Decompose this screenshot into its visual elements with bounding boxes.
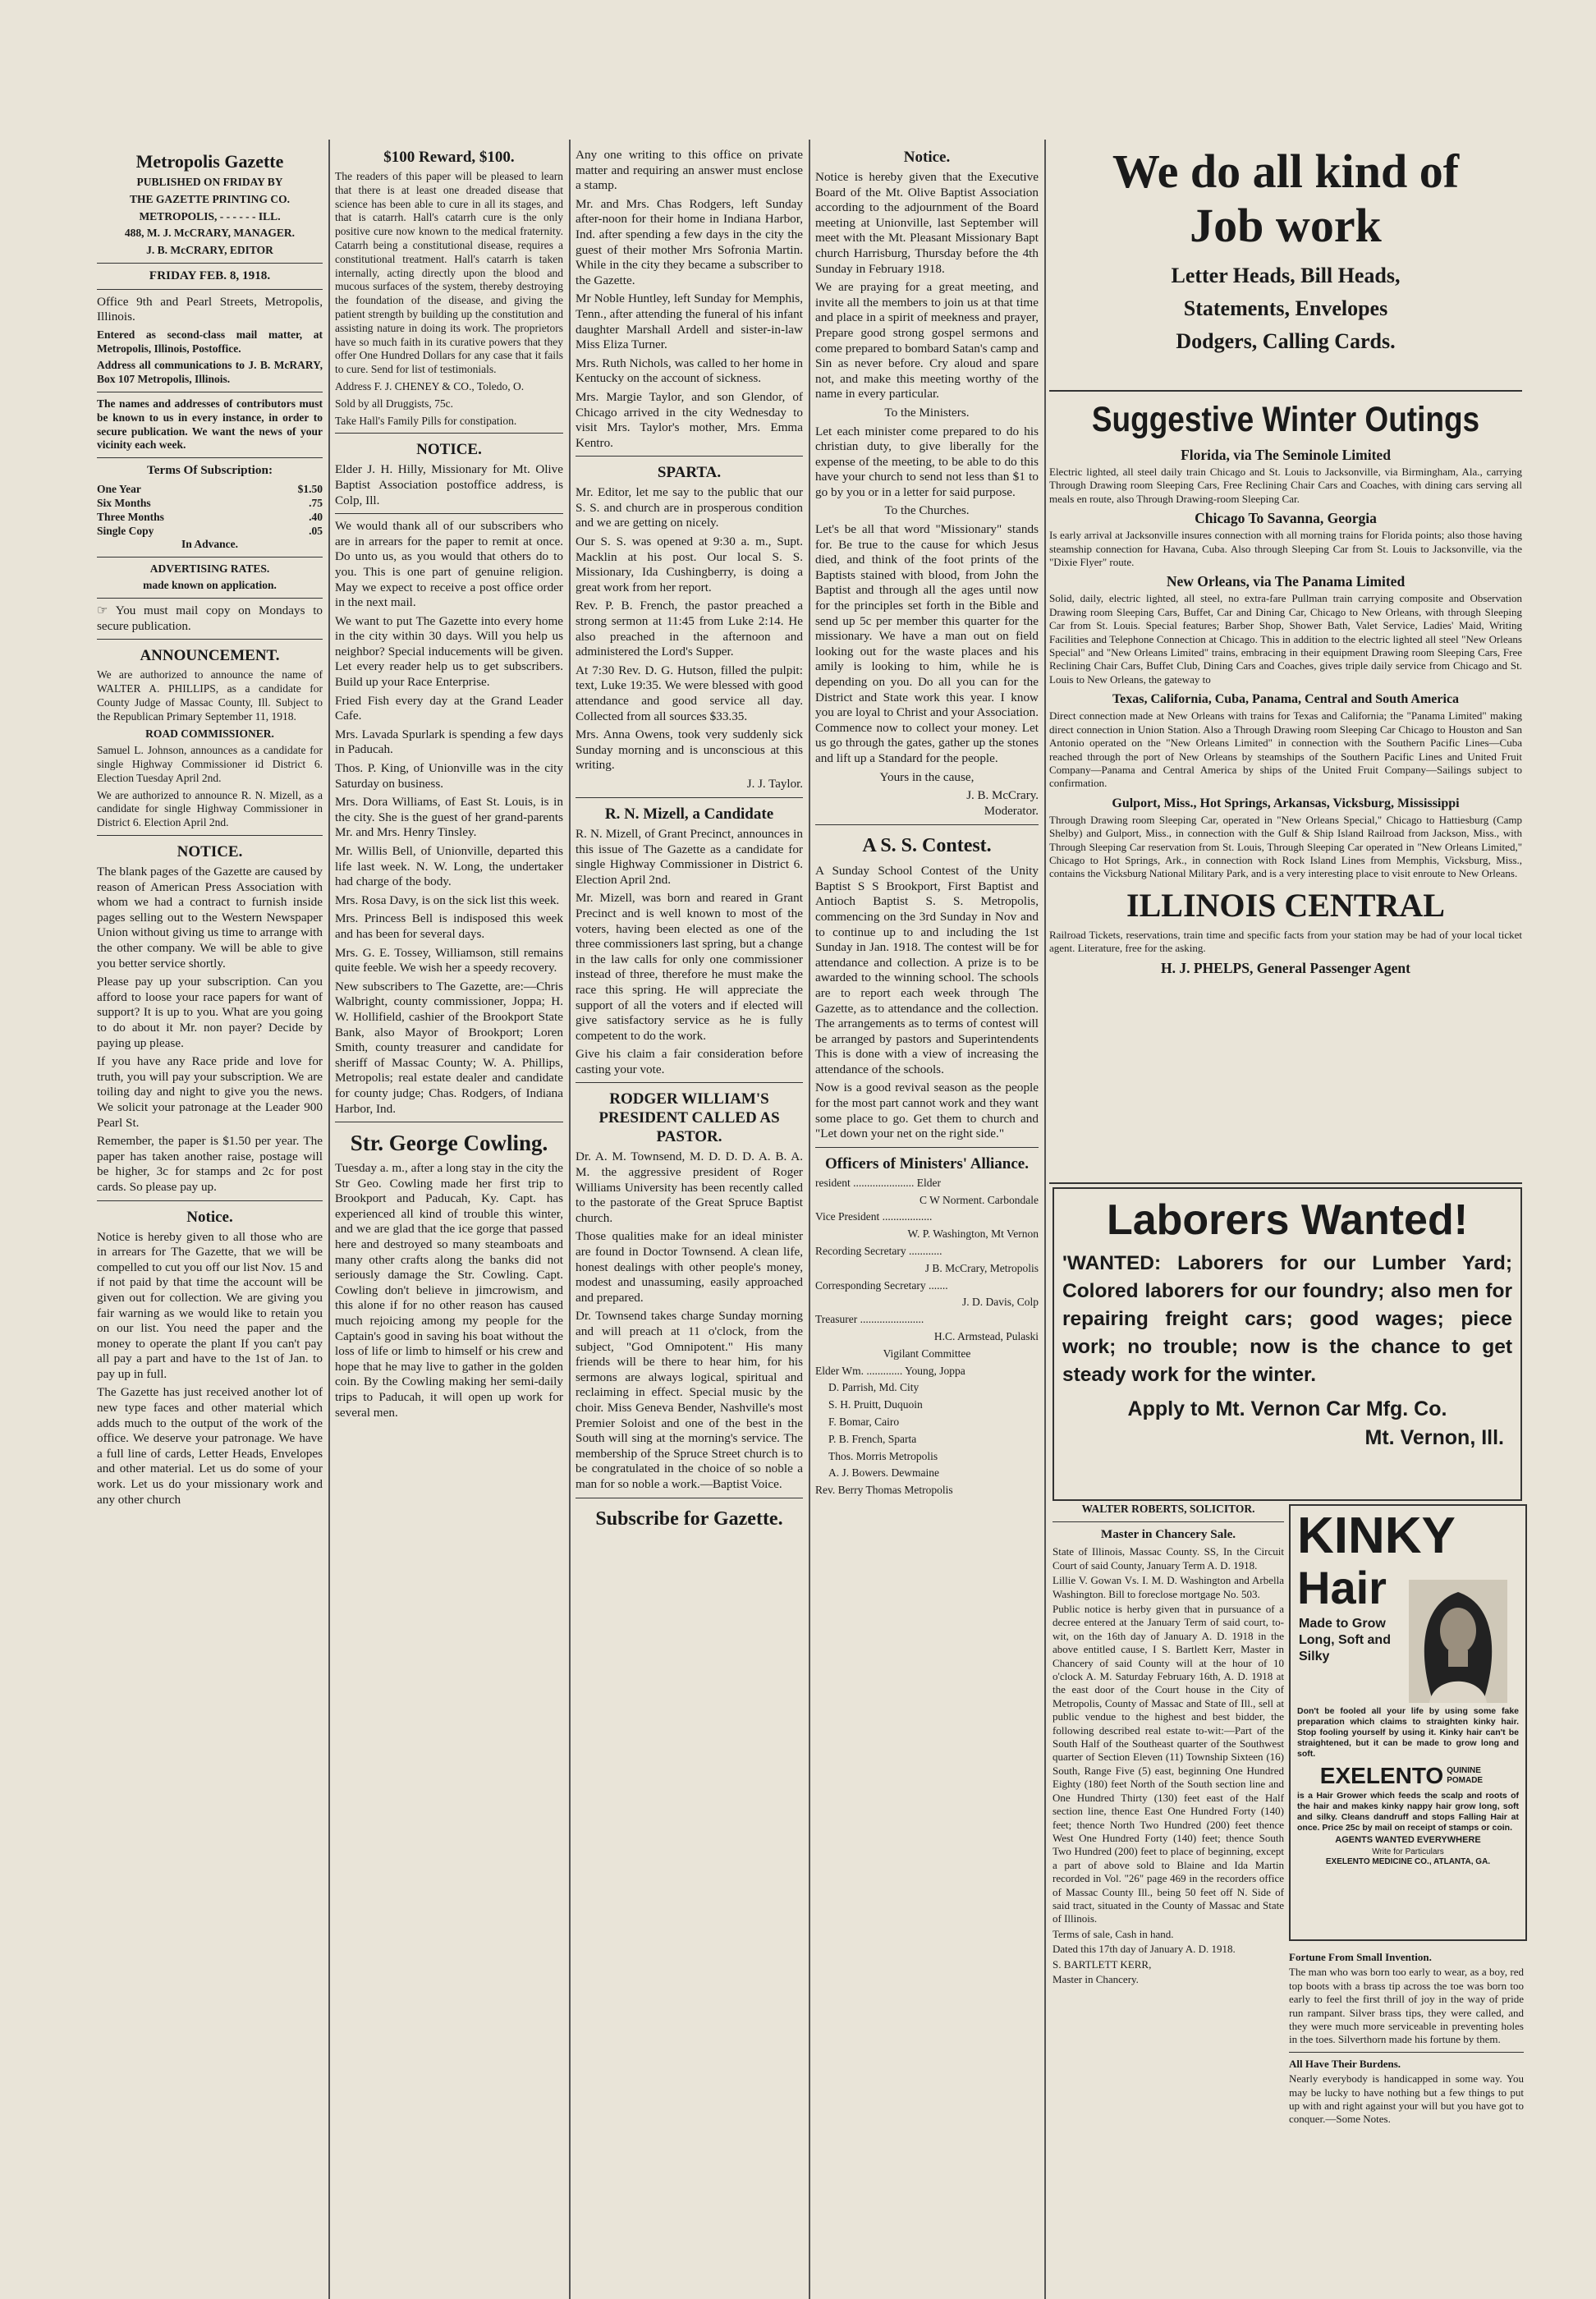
notice-body: Let each minister come prepared to do his christian duty, to give liberally for the expense of the meeting, to be able to do this have your church to send not less than $1 to go by you or in a letter for said purpose.	[815, 424, 1039, 499]
officer-entry: Recording Secretary ............	[815, 1245, 942, 1258]
reward-pills: Take Hall's Family Pills for constipation.	[335, 414, 517, 427]
divider	[97, 835, 323, 836]
cowling-body: Tuesday a. m., after a long stay in the city the Str Geo. Cowling made her first trip to Brookport and Paducah, Ky. Capt. has experienced all kind of trouble this winter, and we are glad that the ice gorge that passed here and destroyed so many steamboats and many other crafts along the banks did not seriously damage the Str. Cowling. Capt. Cowling don't believe in jimcrowism, and this alone if for no other reason has caused much rejoicing among my people for the Captain's good in saving his boat without the loss of life or limb to himself or his crew and hope that he may live to gather in the golden coin. By the Cowling making her semi-daily trips to Paducah, it will open up work for several men.	[335, 1161, 563, 1420]
job-ad-line4: Statements, Envelopes	[1183, 296, 1388, 320]
notice-title: Notice.	[903, 149, 951, 166]
masthead-line: THE GAZETTE PRINTING CO.	[129, 192, 291, 205]
kinky-title: KINKY	[1297, 1507, 1456, 1564]
officer-entry: Rev. Berry Thomas Metropolis	[815, 1484, 953, 1497]
reward-sold: Sold by all Druggists, 75c.	[335, 397, 453, 410]
sparta-body: Mr. Editor, let me say to the public that our S. S. and church are in prosperous condition and we are getting on nicely.	[576, 485, 803, 530]
divider	[335, 513, 563, 514]
column-rule	[328, 140, 330, 2299]
williams-body: Those qualities make for an ideal minister are found in Doctor Townsend. A clean life, honest dealings with other people's money, modest and unassuming, easily approached and prepared.	[576, 1229, 803, 1305]
notice-signature: J. B. McCrary.	[966, 789, 1039, 803]
local-item: Mr. and Mrs. Chas Rodgers, left Sunday after-noon for their home in Indiana Harbor, Ind. after spending a few days in the city the guest of their mother Mrs Sofronia Martin. While in the city they became a subscriber to the Gazette.	[576, 196, 803, 287]
terms-row	[97, 482, 323, 496]
officer-entry: F. Bomar, Cairo	[828, 1416, 900, 1428]
exelento-brand: EXELENTO	[1319, 1763, 1444, 1788]
officer-entry: C W Norment. Carbondale	[920, 1193, 1039, 1206]
divider	[97, 1200, 323, 1201]
williams-title: RODGER WILLIAM'S PRESIDENT CALLED AS PASTOR.	[598, 1090, 780, 1146]
announcement-body: Samuel L. Johnson, announces as a candidate for single Highway Commissioner id District 6. Election Tuesday April 2nd.	[97, 744, 323, 784]
column-rule	[809, 140, 810, 2299]
outings-section-head: New Orleans, via The Panama Limited	[1166, 573, 1406, 590]
officer-entry: resident ...................... Elder	[815, 1176, 941, 1189]
terms-row	[97, 524, 323, 538]
kinky-hair-ad	[1289, 1504, 1527, 1941]
notice-title: NOTICE.	[177, 843, 243, 861]
divider	[815, 824, 1039, 825]
terms-price: .05	[309, 524, 323, 537]
local-item: Fried Fish every day at the Grand Leader Cafe.	[335, 693, 563, 723]
officer-entry: S. H. Pruitt, Duquoin	[828, 1398, 923, 1411]
announcement-body: We are authorized to announce the name of WALTER A. PHILLIPS, as a candidate for County Judge of Massac County, Ill. Subject to the Republican Primary September 11, 1918.	[97, 668, 323, 723]
williams-body: Dr. Townsend takes charge Sunday morning and will preach at 11 o'clock, from the subject, "God Omnipotent." His many friends will be there to hear him, for his sermons are always logical, spiritual and reclaiming in effect. Special music by the choir. Miss Geneva Bender, Nashville's most Premier Soloist and one of the best in the South will sing at the morning's service. The membership of the Spruce Street church is to be congratulated in the choice of so noble a man for so noble a work.—Baptist Voice.	[576, 1309, 803, 1491]
notice-body: Notice is hereby given to all those who are in arrears for The Gazette, that we will be compelled to cut you off our list Nov. 15 and if not paid by that time the account will be given out for collection. We are giving you fair warning as we would like to retain you on our list. You need the paper and the money to operate the plant If you can't pay all pay a part and have to the 1st of Jan. to pay up in full.	[97, 1229, 323, 1381]
laborers-apply: Apply to Mt. Vernon Car Mfg. Co.	[1127, 1397, 1447, 1420]
copy-note-text: You must mail copy on Mondays to secure publication.	[97, 603, 323, 633]
outings-section-body: Direct connection made at New Orleans with trains for Texas and California; the "Panama Limited" making direct connection in Union Station. Also a Through Drawing room Sleeping Car Chicago to Houston and San Antonio operated on the "New Orleans Limited" in connection with the Southern Pacific Lines—Cuba reached through the port of New Orleans by steamships of the Southern Pacific Lines and United Fruit Company—Panama and Central America by ships of the United Fruit Company—Sailings subject to confirmation.	[1049, 709, 1522, 790]
local-item: Thos. P. King, of Unionville was in the city Saturday on business.	[335, 761, 563, 791]
burdens-title: All Have Their Burdens.	[1289, 2057, 1401, 2070]
job-ad-line3: Letter Heads, Bill Heads,	[1171, 264, 1401, 287]
outings-section-body: Solid, daily, electric lighted, all steel, no extra-fare Pullman train carrying composite and Observation Drawing room Sleeping Cars, Buffet, Car and Dining Car, Chicago to New Orleans, with through Sleeping Car from St. Louis. Special features; Barber Shop, Shower Bath, Valet Service, Ladies' Maid, Writing Facilities and Telephone Connection at Chicago. This in addition to the electric lighted all steel "New Orleans Special" and "New Orleans Limited" trains, embracing in their equipment Drawing room Sleeping Cars, Free Reclining Chair Cars, Buffet Club, Dining Cars and Coaches, gives triple daily service from Chicago and St. Louis to New Orleans, the gateway to	[1049, 592, 1522, 686]
kinky-agents: AGENTS WANTED EVERYWHERE	[1335, 1835, 1481, 1845]
officer-entry: Elder Wm. ............. Young, Joppa	[815, 1364, 965, 1377]
pointing-hand-icon: ☞	[97, 603, 108, 618]
column-3	[576, 148, 803, 2274]
notice-body: Remember, the paper is $1.50 per year. The paper has taken another raise, postage will be higher, 3c for stamps and 2c for post cards. So please pay up.	[97, 1134, 323, 1194]
divider	[97, 263, 323, 264]
kinky-ad-row	[1296, 1613, 1520, 1703]
announcement-title: ANNOUNCEMENT.	[140, 647, 280, 665]
outings-agent: H. J. PHELPS, General Passenger Agent	[1161, 959, 1410, 976]
chancery-body: Lillie V. Gowan Vs. I. M. D. Washington and Arbella Washington. Bill to foreclose mortgage No. 503.	[1053, 1574, 1284, 1600]
kinky-body-2: is a Hair Grower which feeds the scalp and roots of the hair and makes kinky nappy hair grow long, soft and silky. Cleans dandruff and stops Falling Hair at once. Price 25c by mail on receipt of stamps or coin.	[1297, 1791, 1519, 1833]
divider	[97, 289, 323, 290]
road-commissioner-head: ROAD COMMISSIONER.	[145, 727, 274, 740]
notice-body: Let's be all that word "Missionary" stands for. Be true to the cause for which Jesus died, and think of the foot prints of the Baptists stained with blood, from John the Baptist and through all the ages until now for the principles set forth in the Bible and send up 5c per member this quarter for the missionary. We have a man out on field looking out for the waste places and his amily is looking to him, while he is depending on you. Do all you can for the District and State work this year. I know you are loyal to Christ and your Association. Commence now to collect your money. Let us go through the gates, gather up the stones and lift up a Standard for the people.	[815, 522, 1039, 765]
officer-entry: Treasurer .......................	[815, 1313, 924, 1326]
terms-price: $1.50	[297, 482, 323, 495]
ad-divider	[1049, 1182, 1522, 1184]
divider	[335, 433, 563, 434]
chancery-signature: S. BARTLETT KERR,	[1053, 1957, 1152, 1971]
divider	[815, 1147, 1039, 1148]
officer-entry: Thos. Morris Metropolis	[828, 1449, 938, 1462]
column-rule	[569, 140, 571, 2299]
announcement-body: We are authorized to announce R. N. Mizell, as a candidate for single Highway Commissioner in District 6. Election April 2nd.	[97, 788, 323, 829]
local-item: Mrs. G. E. Tossey, Williamson, still remains quite feeble. We wish her a speedy recovery.	[335, 945, 563, 975]
masthead-line: PUBLISHED ON FRIDAY BY	[136, 176, 283, 188]
local-item: Mrs. Princess Bell is indisposed this week and has been for several days.	[335, 911, 563, 941]
cowling-title: Str. George Cowling.	[350, 1131, 548, 1156]
officer-entry: H.C. Armstead, Pulaski	[933, 1330, 1039, 1343]
reward-address: Address F. J. CHENEY & CO., Toledo, O.	[335, 379, 525, 392]
hair-title: Hair	[1297, 1562, 1387, 1613]
local-item: We want to put The Gazette into every home in the city within 30 days. Will you help us neighbor? Special inducements will be given. Let every reader help us to get subscribers. Build up your Race Enterprise.	[335, 613, 563, 690]
terms-label: One Year	[97, 482, 141, 495]
column-2	[335, 148, 563, 2274]
sparta-body: Our S. S. was opened at 9:30 a. m., Supt. Macklin at his post. Our local S. S. Missionary, Ida Cushingberry, is doing a great work from her report.	[576, 535, 803, 594]
masthead-line: J. B. McCRARY, EDITOR	[146, 244, 273, 257]
address-note: Address all communications to J. B. McRARY, Box 107 Metropolis, Illinois.	[97, 359, 323, 386]
fortune-body: The man who was born too early to wear, as a boy, red top boots with a brass tip across the toe was born too early to feel the first thrill of joy in the way of pride run rampant. Silver brass tips, they were called, and they were much more serviceable in preventing holes in the toes. Silverthorn made his fortune by them.	[1289, 1966, 1524, 2046]
outings-section-head: Florida, via The Seminole Limited	[1181, 447, 1391, 463]
chancery-body: Public notice is herby given that in pursuance of a decree entered at the January Term of said court, to-wit, on the 16th day of January A. D. 1918 in the above entitled cause, I S. Bartlett Kerr, Master in Chancery of said County will at the hour of 10 o'clock A. M. Saturday February 16th, A. D. 1918 at the east door of the Court house in the City of Metropolis, County of Massac and State of Ill., sell at public vendue to the highest and best bidder, the following described real estate to-wit:—Part of the South Half of the Southeast quarter of the Southwest quarter of Section Eleven (11) Township Sixteen (16) South, Range Five (5) east, beginning One Hundred Eighty (180) feet North of the South section line and One Hundred Thirty (130) feet east of the Half section line, thence East One Hundred Forty (140) feet; thence North Two Hundred (200) feet thence West One Hundred Forty (140) feet; thence South Two Hundred (200) feet to place of beginning, except a part of above sold to Blaine and Ida Martin recorded in Vol. "26" page 469 in the recorders office of Massac County Ill., being 50 feet off N. Side of said tract, situated in the County of Massac and State of Illinois.	[1053, 1603, 1284, 1925]
laborers-place: Mt. Vernon, Ill.	[1364, 1426, 1504, 1449]
reward-body: The readers of this paper will be pleased to learn that there is at least one dreaded disease that science has been able to cure in all its stages, and that is catarrh. Hall's catarrh cure is the only positive cure now known to the medical fraternity. Catarrh being a constitutional disease, requires a constitutional treatment. Hall's catarrh is taken internally, acting directly upon the blood and mucous surfaces of the system, thereby destroying the foundation of the disease, and giving the patient strength by building up the constitution and assisting nature in doing its work. The proprietors have so much faith in its curative powers that they offer One Hundred Dollars for any case that it fails to cure. Send for list of testimonials.	[335, 170, 563, 376]
local-item: Mrs. Lavada Spurlark is spending a few days in Paducah.	[335, 727, 563, 757]
local-item: New subscribers to The Gazette, are:—Chris Walbright, county commissioner, Joppa; H. W. Hollifield, cashier of the Brookport State Bank, also Mayor of Brookport; Loren Smith, county treasurer and candidate for sheriff of Massac County; W. A. Phillips, Metropolis; real estate dealer and candidate for county judge; Chas. Rodgers, of Indiana Harbor, Ind.	[335, 979, 563, 1116]
illinois-central-brand: ILLINOIS CENTRAL	[1126, 886, 1445, 924]
terms-title: Terms Of Subscription:	[146, 463, 273, 478]
terms-price: .40	[309, 510, 323, 523]
officers-title: Officers of Ministers' Alliance.	[825, 1154, 1029, 1172]
notice-signature-role: Moderator.	[984, 805, 1039, 819]
notice-body: If you have any Race pride and love for truth, you will pay your subscription. We are toiling day and night to give you the news. We solicit your patronage at the Leader 900 Pearl St.	[97, 1054, 323, 1130]
officer-entry: Corresponding Secretary .......	[815, 1278, 948, 1292]
contest-body: A Sunday School Contest of the Unity Baptist S S Brookport, First Baptist and Antioch Baptist S. S. Metropolis, commencing on the 3rd Sunday in Nov and to continue up to and including the 1st Sunday in Jan. 1918. The contest will be for attendance and collection. A prize is to be awarded to the winning school. The schools are to report each week through The Gazette, as to attendance and the collection. The arrangements as to terms of contest will be arranged by pastors and Superintendents This is done with a view of increasing the attendance of the schools.	[815, 864, 1039, 1076]
williams-body: Dr. A. M. Townsend, M. D. D. D. A. B. A. M. the aggressive president of Roger Williams University has been recently called to the pastorate of the Great Spruce Baptist church.	[576, 1150, 803, 1225]
local-item: Mrs. Margie Taylor, and son Glendor, of Chicago arrived in the city Wednesday to visit Mrs. Taylor's mother, Mrs. Emma Kentro.	[576, 389, 803, 450]
to-ministers: To the Ministers.	[884, 405, 970, 420]
local-item: Mrs. Dora Williams, of East St. Louis, is in the city. She is the guest of her grand-parents Mr. and Mrs. Henry Tinsley.	[335, 795, 563, 840]
kinky-company: EXELENTO MEDICINE CO., ATLANTA, GA.	[1325, 1857, 1491, 1866]
laborers-wanted-ad	[1053, 1187, 1522, 1501]
local-item: Mr. Willis Bell, of Unionville, departed this life last week. N. W. Long, the undertaker had charge of the body.	[335, 844, 563, 889]
fortune-title: Fortune From Small Invention.	[1289, 1951, 1432, 1963]
sparta-body: Rev. P. B. French, the pastor preached a strong sermon at 11:45 from Luke 2:14. He also preached in the afternoon and administered the Lord's Supper.	[576, 599, 803, 659]
divider	[576, 1082, 803, 1083]
notice-body: The Gazette has just received another lot of new type faces and other material which adds much to the output of the work of the office. We deserve your patronage. We have a full line of cards, Letter Heads, Envelopes and other material. Let us do some of your work. Let us do your missionary work and any other church	[97, 1385, 323, 1507]
outings-section-body: Through Drawing room Sleeping Car, operated in "New Orleans Special," Chicago to Hattiesburg (Camp Shelby) and Gulport, Miss., in connection with the Gulf & Ship Island Railroad from Jackson, Miss., with Through Sleeping Car reservation from St. Louis, Through Sleeping Car operated in "New Orleans Limited," Chicago to Hot Springs, Ark., in connection with Rock Island Lines from Memphis, Vicksburg, Miss., contains the Vicksburg National Military Park, and is a very interesting place to visit enroute to New Orleans.	[1049, 813, 1522, 880]
pomade-label: QUININE POMADE	[1447, 1766, 1484, 1785]
burdens-body: Nearly everybody is handicapped in some way. You may be lucky to have nothing but a few things to put up with and right against your will but you have got to conquer.—Some Notes.	[1289, 2072, 1524, 2126]
adv-known: made known on application.	[143, 579, 277, 592]
local-item: We would thank all of our subscribers who are in arrears for the paper to remit at once. Do unto us, as you would that others do to you. This is one part of genuine religion. May we expect to receive a post office order in the next mail.	[335, 519, 563, 610]
contest-body: Now is a good revival season as the people for the most part cannot work and they want some place to go. Get them to church and "Let down your net on the right side."	[815, 1081, 1039, 1141]
masthead-title: Metropolis Gazette	[135, 151, 284, 172]
notice-body: The blank pages of the Gazette are caused by reason of American Press Association with whom we had a contract to furnish inside pages selling out to the Western Newspaper Union without giving us time to arrange with the other company. We will be able to give you better service shortly.	[97, 865, 323, 971]
officer-entry: D. Parrish, Md. City	[828, 1381, 920, 1394]
laborers-title: Laborers Wanted!	[1106, 1196, 1469, 1244]
sparta-body: At 7:30 Rev. D. G. Hutson, filled the pulpit: text, Luke 19:35. We were blessed with good attendance and good service all day. Collected from all sources $33.35.	[576, 663, 803, 723]
chancery-signature-role: Master in Chancery.	[1053, 1972, 1139, 1985]
kinky-body: Don't be fooled all your life by using some fake preparation which claims to straighten kinky hair. Stop fooling yourself by using it. Kinky hair can't be straightened, but it can be made to grow long and soft.	[1297, 1706, 1519, 1759]
job-ad-line5: Dodgers, Calling Cards.	[1176, 329, 1396, 353]
job-ad-line1: We do all kind of	[1112, 145, 1460, 198]
terms-row	[97, 496, 323, 510]
notice-yours: Yours in the cause,	[879, 769, 975, 784]
notice-title: Notice.	[186, 1208, 233, 1226]
sparta-signature: J. J. Taylor.	[746, 777, 803, 791]
outings-title: Suggestive Winter Outings	[1091, 400, 1480, 439]
outings-section-head: Texas, California, Cuba, Panama, Central and South America	[1112, 692, 1460, 707]
chancery-notice	[1053, 1503, 1284, 2242]
advance-note: In Advance.	[181, 537, 239, 550]
mizell-body: R. N. Mizell, of Grant Precinct, announces in this issue of The Gazette as a candidate for single Highway Commissioner in District 6. Election April 2nd.	[576, 826, 803, 887]
kinky-subtitle: Made to Grow Long, Soft and Silky	[1299, 1617, 1391, 1663]
ad-divider	[1049, 390, 1522, 392]
terms-label: Three Months	[97, 510, 164, 523]
local-item: Mrs. Rosa Davy, is on the sick list this week.	[335, 893, 560, 907]
divider	[97, 457, 323, 458]
subscribe-banner: Subscribe for Gazette.	[595, 1507, 783, 1530]
outings-section-head: Chicago To Savanna, Georgia	[1195, 510, 1377, 527]
officer-entry: Vigilant Committee	[883, 1347, 971, 1360]
small-items	[1289, 1951, 1524, 2197]
contest-title: A S. S. Contest.	[862, 835, 992, 857]
divider	[1289, 2052, 1524, 2053]
kinky-write: Write for Particulars	[1372, 1847, 1444, 1856]
column-rule	[1044, 140, 1046, 2299]
officer-entry: J. D. Davis, Colp	[961, 1296, 1039, 1309]
divider	[576, 797, 803, 798]
divider	[1053, 1521, 1284, 1522]
notice-body: We are praying for a great meeting, and invite all the members to join us at that time and place in a spirit of meekness and prayer, Prepare good strong gospel sermons and come prepared to bombard Satan's camp and Sin as never before. Cry aloud and spare not, and make this meeting worthy of the name in every particular.	[815, 280, 1039, 402]
officer-entry: Vice President ..................	[815, 1210, 933, 1223]
chancery-body: State of Illinois, Massac County. SS, In the Circuit Court of said County, January Term A. D. 1918.	[1053, 1545, 1284, 1572]
outings-section-body: Electric lighted, all steel daily train Chicago and St. Louis to Jacksonville, via Birmingham, Ala., carrying Through Drawing room Sleeping Cars, Free Reclining Chair Cars and Coaches, with dining cars serving all meals en route, also Through Drawing-room Sleeping Car.	[1049, 466, 1522, 505]
chancery-body: Terms of sale, Cash in hand.	[1053, 1927, 1174, 1940]
entered-note: Entered as second-class mail matter, at Metropolis, Illinois, Postoffice.	[97, 328, 323, 355]
terms-price: .75	[309, 496, 323, 509]
sparta-body: Mrs. Anna Owens, took very suddenly sick Sunday morning and is unconscious at this writing.	[576, 727, 803, 773]
job-work-ad	[1049, 138, 1522, 390]
issue-date: FRIDAY FEB. 8, 1918.	[149, 268, 271, 282]
divider	[97, 639, 323, 640]
woman-portrait-icon	[1409, 1580, 1507, 1703]
terms-row	[97, 510, 323, 524]
notice-body: Notice is hereby given that the Executive Board of the Mt. Olive Baptist Association according to the adjournment of the Board meeting at Unionville, last September will meet with the Mt. Pleasant Missionary Bapt church Harrisburg, Thursday before the 4th Sunday in February 1918.	[815, 170, 1039, 276]
officer-entry: P. B. French, Sparta	[828, 1432, 917, 1445]
adv-rates: ADVERTISING RATES.	[149, 562, 270, 575]
mizell-title: R. N. Mizell, a Candidate	[604, 805, 774, 823]
copy-note	[97, 603, 323, 634]
sparta-title: SPARTA.	[657, 464, 722, 482]
officer-entry: W. P. Washington, Mt Vernon	[907, 1228, 1039, 1241]
notice-body: Elder J. H. Hilly, Missionary for Mt. Olive Baptist Association postoffice address, is Colp, Ill.	[335, 462, 563, 507]
local-item: Any one writing to this office on private matter and requiring an answer must enclose a stamp.	[576, 148, 803, 193]
local-item: Mr Noble Huntley, left Sunday for Memphis, Tenn., after attending the funeral of his infant daughter Marshall Ardell and sister-in-law Miss Eliza Turner.	[576, 291, 803, 352]
divider	[97, 557, 323, 558]
column-4	[815, 148, 1039, 2274]
terms-label: Six Months	[97, 496, 151, 509]
divider	[97, 598, 323, 599]
chancery-solicitor: WALTER ROBERTS, SOLICITOR.	[1081, 1503, 1255, 1515]
reward-title: $100 Reward, $100.	[383, 149, 515, 166]
exelento-brand-row	[1296, 1763, 1520, 1789]
office-address: Office 9th and Pearl Streets, Metropolis, Illinois.	[97, 294, 323, 324]
divider	[576, 456, 803, 457]
officer-entry: A. J. Bowers. Dewmaine	[828, 1466, 939, 1480]
officer-entry: J B. McCrary, Metropolis	[924, 1261, 1039, 1274]
chancery-body: Dated this 17th day of January A. D. 1918.	[1053, 1943, 1236, 1956]
notice-title: NOTICE.	[416, 441, 482, 459]
chancery-title: Master in Chancery Sale.	[1100, 1526, 1236, 1541]
column-1	[97, 148, 323, 2274]
mizell-body: Give his claim a fair consideration before casting your vote.	[576, 1047, 803, 1076]
outings-section-body: Is early arrival at Jacksonville insures connection with all morning trains for Florida points; also those having steamship connection for Havana, Cuba. Also through Sleeping Car from St. Louis to Jacksonville, via the "Dixie Flyer" route.	[1049, 529, 1522, 569]
outings-section-head: Gulport, Miss., Hot Springs, Arkansas, Vicksburg, Mississippi	[1112, 796, 1460, 810]
notice-body: Please pay up your subscription. Can you afford to loose your race papers for want of support? It is up to you. What are you going to do about it Mr. non payer? Decide by paying up please.	[97, 975, 323, 1050]
illinois-central-ad	[1049, 394, 1522, 1189]
to-churches: To the Churches.	[884, 503, 970, 518]
terms-label: Single Copy	[97, 524, 154, 537]
job-ad-line2: Job work	[1190, 199, 1382, 252]
local-item: Mrs. Ruth Nichols, was called to her home in Kentucky on the account of sickness.	[576, 356, 803, 386]
masthead-line: METROPOLIS, - - - - - - ILL.	[139, 209, 281, 223]
laborers-body: 'WANTED: Laborers for our Lumber Yard; Colored laborers for our foundry; also men for repairing freight cars; good wages; piece work; no trouble; now is the chance to get steady work for the winter.	[1062, 1252, 1512, 1386]
mizell-body: Mr. Mizell, was born and reared in Grant Precinct and is well known to most of the voters, having been elected as one of the three commissioners last spring, but a change in the law calls for only one commissioner instead of three, therefore he must make the race this spring. He will appreciate the support of all the voters and if elected will give satisfactory service as he is fully competent to do the work.	[576, 891, 803, 1043]
contributors-note: The names and addresses of contributors must be known to us in every instance, in order to secure publication. We want the news of your vicinity each week.	[97, 397, 323, 452]
masthead-line: 488, M. J. McCRARY, MANAGER.	[124, 227, 296, 240]
outings-footer: Railroad Tickets, reservations, train time and specific facts from your station may be had of your local ticket agent. Literature, free for the asking.	[1049, 928, 1522, 955]
